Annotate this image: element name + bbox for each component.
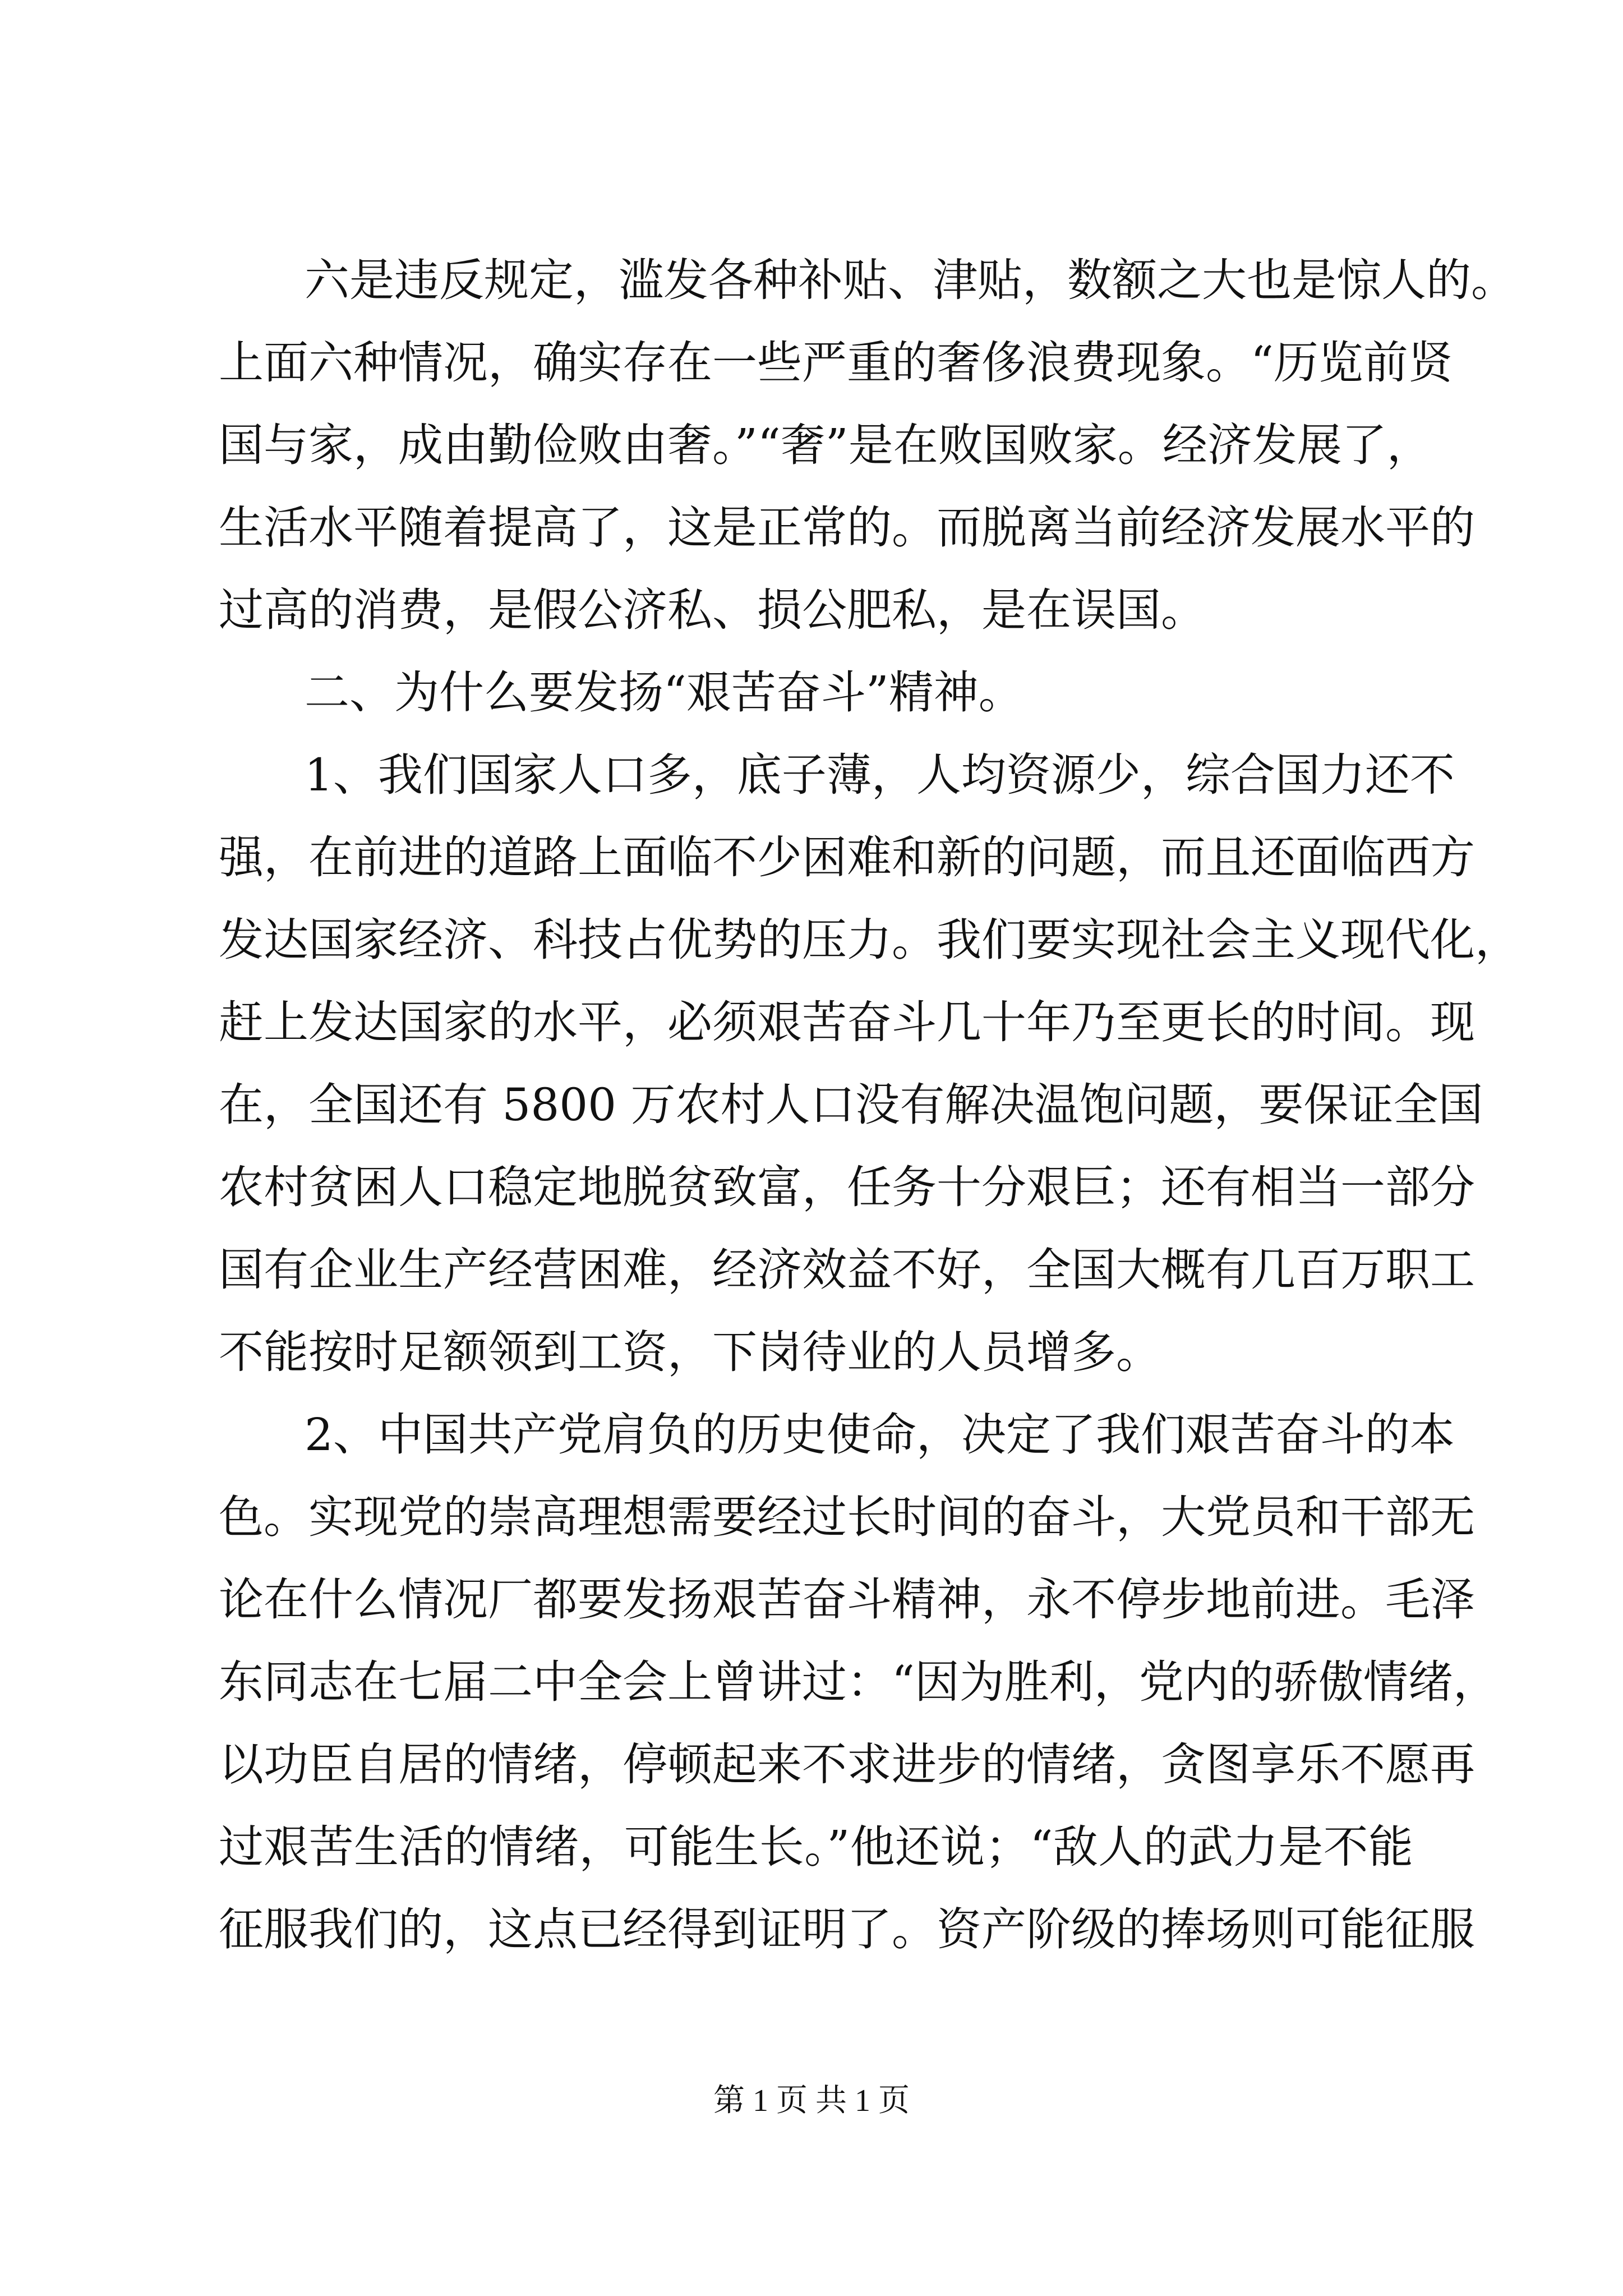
text-line: 上面六种情况，确实存在一些严重的奢侈浪费现象。“历览前贤 xyxy=(219,337,1453,389)
text-line: 国与家，成由勤俭败由奢。”“奢”是在败国败家。经济发展了， xyxy=(219,419,1432,471)
text-line: 六是违反规定，滥发各种补贴、津贴，数额之大也是惊人的。 xyxy=(305,254,1516,306)
text-line: 论在什么情况厂都要发扬艰苦奋斗精神，永不停步地前进。毛泽 xyxy=(219,1573,1475,1626)
text-line: 农村贫困人口稳定地脱贫致富，任务十分艰巨；还有相当一部分 xyxy=(219,1161,1475,1213)
text-line: 1、我们国家人口多，底子薄，人均资源少，综合国力还不 xyxy=(305,749,1455,801)
text-line: 以功臣自居的情绪，停顿起来不求进步的情绪，贪图享乐不愿再 xyxy=(219,1738,1475,1791)
text-line: 东同志在七届二中全会上曾讲过：“因为胜利，党内的骄傲情绪， xyxy=(219,1656,1498,1708)
text-line: 赶上发达国家的水平，必须艰苦奋斗几十年乃至更长的时间。现 xyxy=(219,996,1475,1048)
text-line: 强，在前进的道路上面临不少困难和新的问题，而且还面临西方 xyxy=(219,831,1475,884)
text-line: 过高的消费，是假公济私、损公肥私，是在误国。 xyxy=(219,584,1206,636)
text-line: 征服我们的，这点已经得到证明了。资产阶级的捧场则可能征服 xyxy=(219,1903,1475,1955)
text-line: 在，全国还有 5800 万农村人口没有解决温饱问题，要保证全国 xyxy=(219,1079,1483,1131)
text-line: 不能按时足额领到工资，下岗待业的人员增多。 xyxy=(219,1326,1161,1378)
section-heading: 二、为什么要发扬“艰苦奋斗”精神。 xyxy=(305,666,1023,719)
text-line: 国有企业生产经营困难，经济效益不好，全国大概有几百万职工 xyxy=(219,1244,1475,1296)
text-line: 发达国家经济、科技占优势的压力。我们要实现社会主义现代化， xyxy=(219,914,1520,966)
text-line: 色。实现党的崇高理想需要经过长时间的奋斗，大党员和干部无 xyxy=(219,1491,1475,1543)
text-line: 过艰苦生活的情绪，可能生长。”他还说；“敌人的武力是不能 xyxy=(219,1821,1413,1873)
text-line: 2、中国共产党肩负的历史使命，决定了我们艰苦奋斗的本 xyxy=(305,1409,1455,1461)
text-line: 生活水平随着提高了，这是正常的。而脱离当前经济发展水平的 xyxy=(219,501,1475,554)
page-footer: 第 1 页 共 1 页 xyxy=(713,2083,910,2118)
